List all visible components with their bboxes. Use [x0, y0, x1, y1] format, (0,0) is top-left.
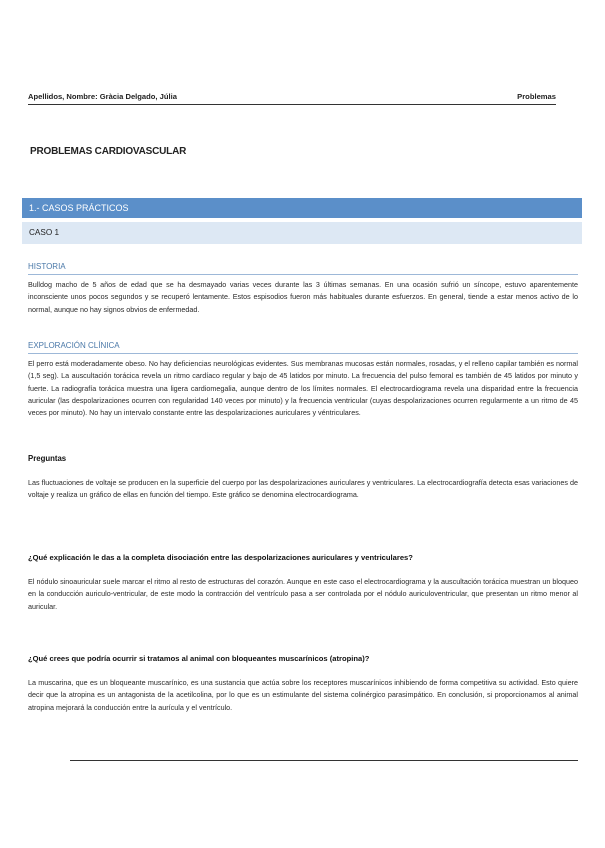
student-name: Apellidos, Nombre: Gràcia Delgado, Júlia [28, 92, 177, 101]
question-2: ¿Qué crees que podría ocurrir si tratamos al animal con bloqueantes muscarínicos (atropina)? [28, 654, 370, 663]
historia-heading: HISTORIA [28, 262, 578, 275]
document-title: PROBLEMAS CARDIOVASCULAR [30, 146, 187, 157]
case-heading: CASO 1 [22, 222, 582, 244]
preguntas-intro: Las fluctuaciones de voltaje se producen en la superficie del cuerpo por las despolarizaciones auriculares y ventriculares. La electrocardiografía detecta esas variaciones de voltaje y realiza un gráfico de ellas en función del tiempo. Este gráfico se denomina electrocardiograma. [28, 478, 578, 500]
exploracion-text: El perro está moderadamente obeso. No hay deficiencias neurológicas evidentes. Sus membranas mucosas están normales, rosadas, y el relleno capilar también es normal (1,5 seg). La auscultación torácica revela un ritmo cardíaco regular y bajo de 45 latidos por minuto. La frecuencia del pulso femoral es también de 45 latidos por minuto y fuerte. La radiografía torácica muestra una ligera cardiomegalia, aunque dentro de los límites normales. El electrocardiograma revela una disparidad entre la frecuencia auricular (las despolarizaciones ocurren con regularidad 140 veces por minuto) y la frecuencia ventricular (cuyas despolarizaciones ocurren regularmente a un ritmo de 45 veces por minuto). No hay un intervalo constante entre las despolarizaciones auriculares y véntriculares. [28, 359, 578, 418]
answer-2: La muscarina, que es un bloqueante muscarínico, es una sustancia que actúa sobre los receptores muscarínicos inhibiendo de forma competitiva su actividad. Esto quiere decir que la atropina es un antagonista de la acetilcolina, por lo que es un estimulante del sistema colinérgico parasimpático. En conclusión, si proporcionamos al animal atropina mejorará la conducción entre la aurícula y el ventrículo. [28, 678, 578, 712]
question-1: ¿Qué explicación le das a la completa disociación entre las despolarizaciones auriculares y ventriculares? [28, 553, 413, 562]
section-heading: 1.- CASOS PRÁCTICOS [22, 198, 582, 218]
page-header [28, 92, 556, 105]
answer-1: El nódulo sinoauricular suele marcar el ritmo al resto de estructuras del corazón. Aunque en este caso el electrocardiograma y la auscultación torácica muestran un bloqueo en la conducción auriculo-ventricular, de este modo la contracción del ventrículo pasa a ser controlada por el nódulo auriculoventricular, que presentan un ritmo menor al auricular. [28, 577, 578, 611]
footer-divider [70, 760, 578, 761]
header-section-label: Problemas [517, 92, 556, 101]
exploracion-heading: EXPLORACIÓN CLÍNICA [28, 341, 578, 354]
historia-text: Bulldog macho de 5 años de edad que se ha desmayado varias veces durante las 3 últimas semanas. En una ocasión sufrió un síncope, estuvo aparentemente inconsciente unos pocos segundos y se recuperó lentamente. Estos espisodios fueron más habituales durante esfuerzos. En general, tiende a estar menos activo de lo normal, aunque no hay signos obvios de enfermedad. [28, 280, 578, 314]
preguntas-heading: Preguntas [28, 454, 67, 463]
